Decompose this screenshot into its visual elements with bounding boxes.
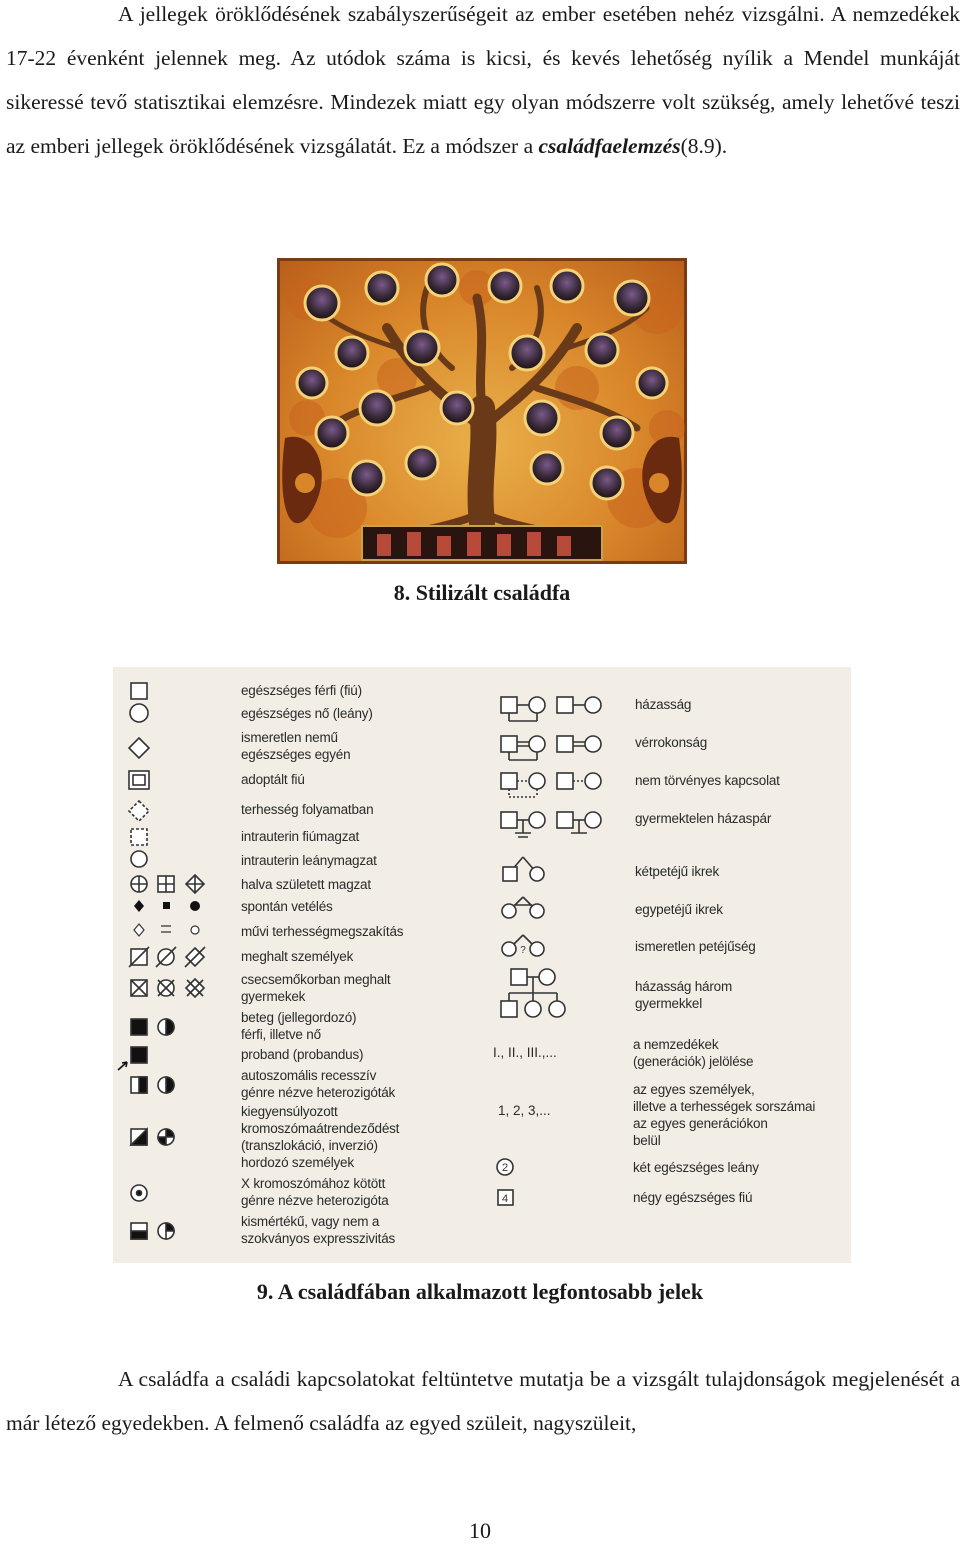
affected-symbols <box>131 1019 174 1035</box>
intro-paragraph <box>6 0 960 168</box>
label-reduced-expressivity: kismértékű, vagy nem a szokványos expresszivitás <box>241 1214 396 1246</box>
marriage-three-children-symbol <box>501 969 565 1017</box>
outro-text: A családfa a családi kapcsolatokat feltüntetve mutatja be a vizsgált tulajdonságok megjelenését a már létező egyedekben. A felmenő családfa az egyed szüleit, nagyszüleit, <box>6 1367 960 1435</box>
label-marriage-three-children: házasság három gyermekkel <box>635 979 733 1011</box>
label-deceased: meghalt személyek <box>241 949 354 964</box>
balanced-translocation-symbols <box>131 1129 174 1145</box>
miscarriage-symbols <box>134 900 200 912</box>
label-two-daughters: két egészséges leány <box>633 1160 759 1175</box>
label-individual-numbers: az egyes személyek, illetve a terhességek sorszámai az egyes generációkon belül <box>633 1082 816 1148</box>
label-x-linked-carrier: X kromoszómához kötött génre nézve heterozigóta <box>241 1176 389 1208</box>
consanguinity-symbols <box>501 736 601 760</box>
label-affected: beteg (jellegordozó) férfi, illetve nő <box>241 1010 357 1042</box>
infant-death-symbols <box>131 979 204 997</box>
label-healthy-male: egészséges férfi (fiú) <box>241 683 362 698</box>
healthy-female-symbol <box>130 704 148 722</box>
label-intrauterine-female: intrauterin leánymagzat <box>241 853 377 868</box>
family-tree-illustration <box>277 258 687 564</box>
label-pregnancy: terhesség folyamatban <box>241 802 374 817</box>
intrauterine-female-symbol <box>131 851 147 867</box>
label-dizygotic-twins: kétpetéjű ikrek <box>635 864 720 879</box>
label-childless: gyermektelen házaspár <box>635 811 772 826</box>
label-proband: proband (probandus) <box>241 1047 364 1062</box>
label-intrauterine-male: intrauterin fiúmagzat <box>241 829 360 844</box>
carrier-symbols <box>131 1077 174 1093</box>
daughters-count: 2 <box>501 1162 509 1174</box>
childless-couple-symbols <box>501 812 601 837</box>
label-illegitimate: nem törvényes kapcsolat <box>635 773 780 788</box>
reduced-expressivity-symbols <box>131 1223 174 1239</box>
proband-symbol <box>118 1047 147 1070</box>
intro-term: családfaelemzés <box>538 134 681 158</box>
family-tree-image <box>277 258 687 564</box>
label-monozygotic-twins: egypetéjű ikrek <box>635 902 723 917</box>
page-number: 10 <box>469 1518 491 1543</box>
intro-text: A jellegek öröklődésének szabályszerűségeit az ember esetében nehéz vizsgálni. A nemzedékek 17-22 évenként jelennek meg. Az utódok száma is kicsi, és kevés lehetőség nyílik a Mendel munkáját sikeressé tevő statisztikai elemzésre. Mindezek miatt egy olyan módszerre volt szükség, amely lehetővé teszi az emberi jellegek öröklődésének vizsgálatát. Ez a módszer a <box>6 2 960 158</box>
label-abortion: művi terhességmegszakítás <box>241 924 404 939</box>
label-marriage: házasság <box>635 697 692 712</box>
marriage-symbols <box>501 697 601 721</box>
label-ar-carrier: autoszomális recesszív génre nézve heterozigóták <box>241 1068 396 1100</box>
label-miscarriage: spontán vetélés <box>241 899 333 914</box>
healthy-male-symbol <box>131 683 147 699</box>
label-unknown-sex: ismeretlen nemű egészséges egyén <box>241 730 351 762</box>
outro-paragraph <box>6 1357 960 1445</box>
label-infant-death: csecsemőkorban meghalt gyermekek <box>241 972 391 1004</box>
illegitimate-relationship-symbols <box>501 773 601 797</box>
x-linked-carrier-symbol <box>131 1185 147 1201</box>
label-unknown-zygosity: ismeretlen petéjűség <box>635 939 756 954</box>
adopted-son-symbol <box>129 771 149 789</box>
abortion-symbols <box>134 924 199 936</box>
intrauterine-male-symbol <box>131 829 147 845</box>
label-generations: a nemzedékek (generációk) jelölése <box>633 1037 754 1069</box>
number-marks: 1, 2, 3,... <box>498 1103 551 1118</box>
monozygotic-twins-symbol <box>502 897 544 918</box>
generation-marks: I., II., III.,... <box>493 1045 557 1060</box>
figure-8-caption: 8. Stilizált családfa <box>393 580 571 605</box>
figure-9-caption: 9. A családfában alkalmazott legfontosabb jelek <box>256 1279 704 1304</box>
label-consanguinity: vérrokonság <box>635 735 708 750</box>
label-healthy-female: egészséges nő (leány) <box>241 706 373 721</box>
unknown-sex-symbol <box>129 738 149 758</box>
pedigree-symbols-legend <box>113 667 851 1263</box>
deceased-symbols <box>129 947 205 967</box>
label-balanced-translocation: kiegyensúlyozott kromoszómaátrendeződést (transzlokáció, inverzió) hordozó személyek <box>241 1104 400 1170</box>
intro-ref: (8.9). <box>680 134 728 158</box>
dizygotic-twins-symbol <box>503 857 544 881</box>
label-four-sons: négy egészséges fiú <box>633 1190 753 1205</box>
stillborn-symbols <box>131 875 204 893</box>
label-adopted-son: adoptált fiú <box>241 772 305 787</box>
label-stillborn: halva született magzat <box>241 877 371 892</box>
unknown-zygosity-mark: ? <box>520 945 526 956</box>
pregnancy-symbol <box>129 801 149 821</box>
sons-count: 4 <box>501 1193 509 1205</box>
